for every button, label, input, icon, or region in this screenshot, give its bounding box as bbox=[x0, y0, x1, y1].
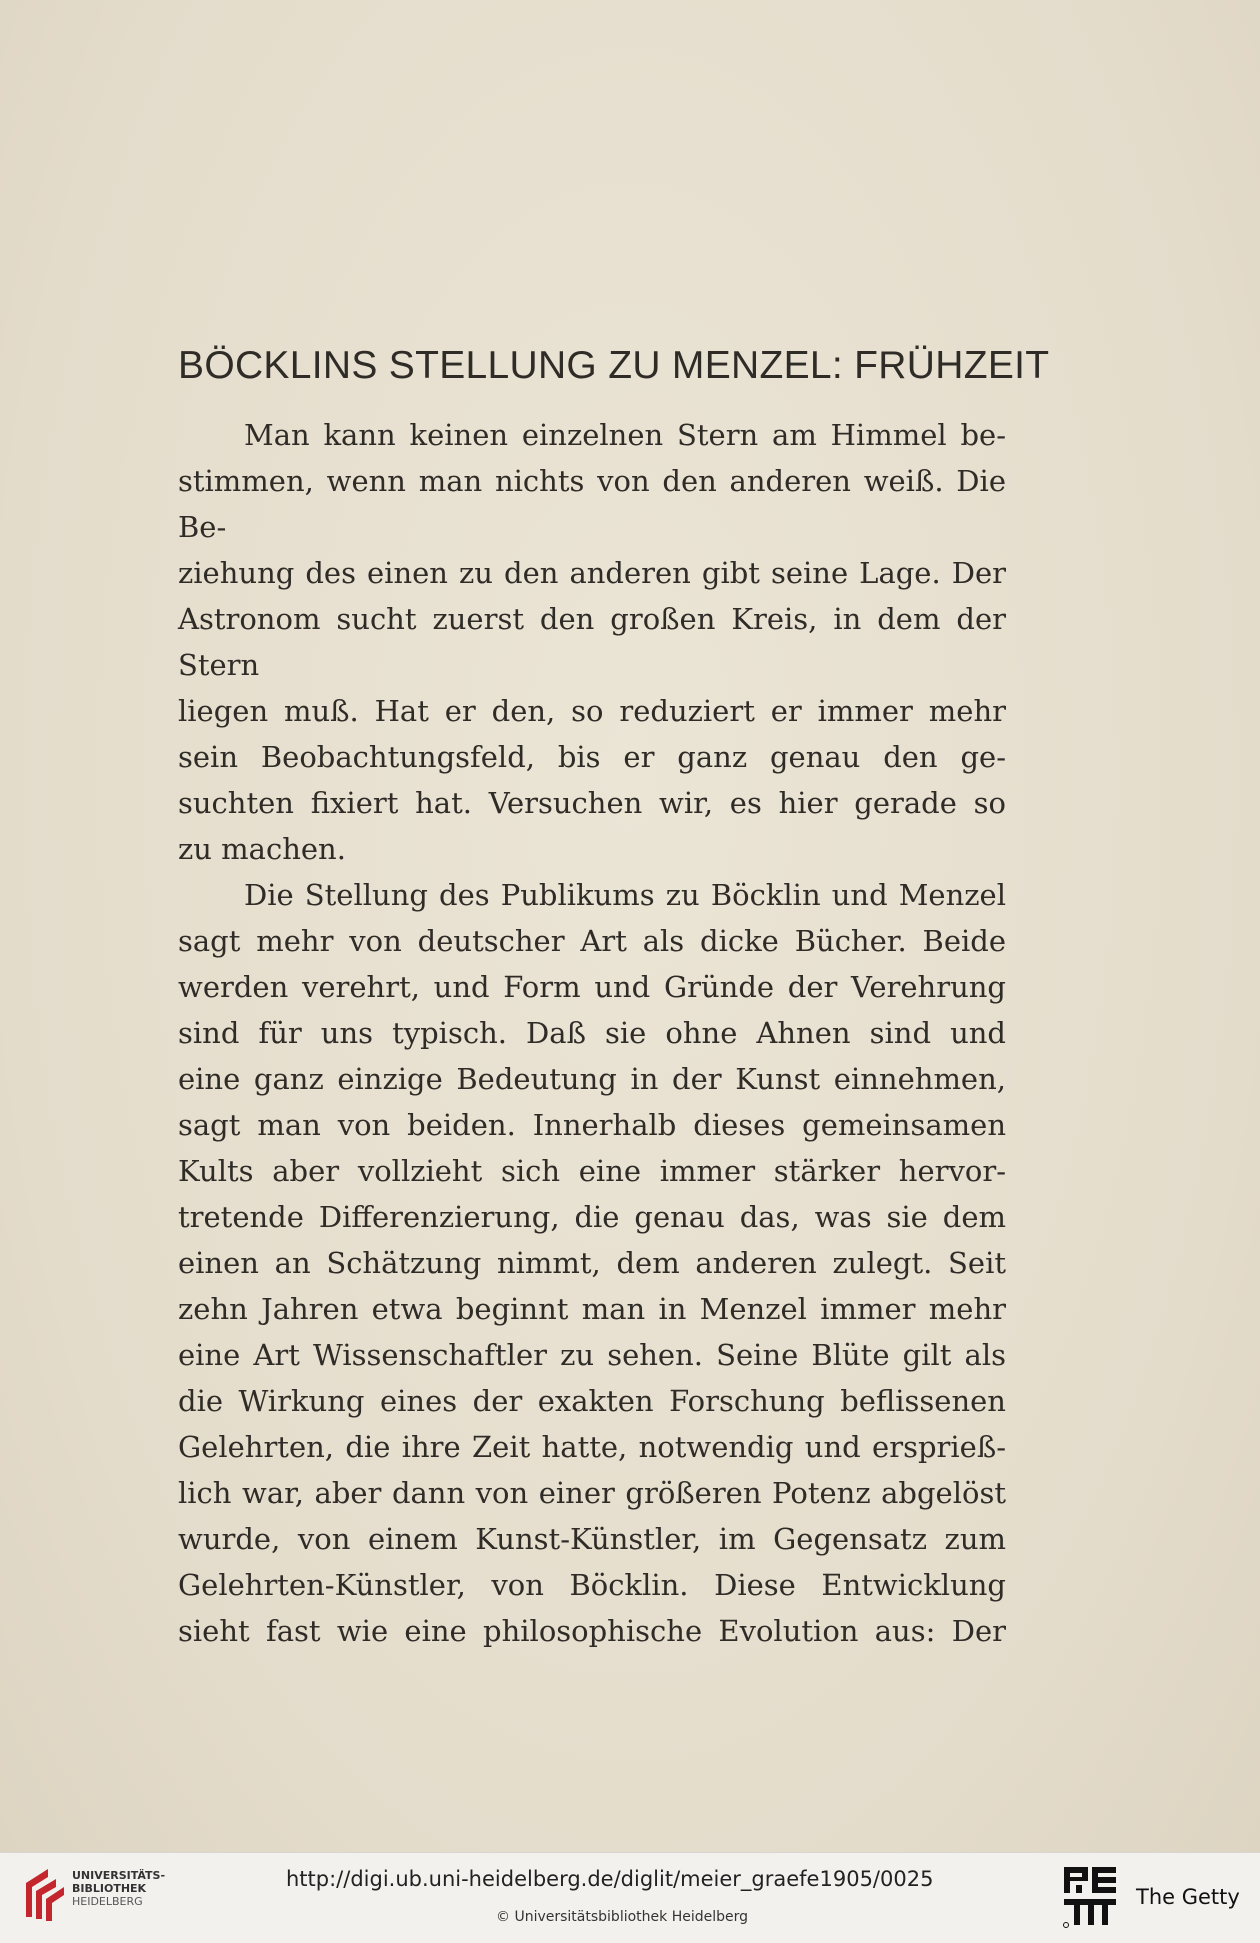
library-name-line-3: HEIDELBERG bbox=[72, 1895, 143, 1908]
text-line: Astronom sucht zuerst den großen Kreis, in dem der Stern bbox=[178, 602, 1006, 682]
text-line: Kults aber vollzieht sich eine immer stärker hervor- bbox=[178, 1154, 1006, 1188]
text-line: liegen muß. Hat er den, so reduziert er immer mehr bbox=[178, 694, 1006, 728]
text-line: einen an Schätzung nimmt, dem anderen zulegt. Seit bbox=[178, 1246, 1006, 1280]
text-line: tretende Differenzierung, die genau das, was sie dem bbox=[178, 1200, 1006, 1234]
library-name-line-2: BIBLIOTHEK bbox=[72, 1882, 147, 1895]
text-line: sagt man von beiden. Innerhalb dieses gemeinsamen bbox=[178, 1108, 1006, 1142]
text-line: lich war, aber dann von einer größeren Potenz abgelöst bbox=[178, 1476, 1006, 1510]
text-line: eine ganz einzige Bedeutung in der Kunst einnehmen, bbox=[178, 1062, 1006, 1096]
text-line: werden verehrt, und Form und Gründe der Verehrung bbox=[178, 970, 1006, 1004]
text-line: Die Stellung des Publikums zu Böcklin und Menzel bbox=[244, 878, 1006, 912]
text-line: Gelehrten-Künstler, von Böcklin. Diese Entwicklung bbox=[178, 1568, 1006, 1602]
getty-partner-name: The Getty bbox=[1136, 1885, 1240, 1909]
text-line: die Wirkung eines der exakten Forschung beflissenen bbox=[178, 1384, 1006, 1418]
text-line: sieht fast wie eine philosophische Evolution aus: Der bbox=[178, 1614, 1006, 1648]
paragraph-2 bbox=[178, 872, 1006, 1654]
text-line: wurde, von einem Kunst-Künstler, im Gegensatz zum bbox=[178, 1522, 1006, 1556]
text-line: sagt mehr von deutscher Art als dicke Bücher. Beide bbox=[178, 924, 1006, 958]
text-line: sein Beobachtungsfeld, bis er ganz genau den ge- bbox=[178, 740, 1006, 774]
text-line: eine Art Wissenschaftler zu sehen. Seine Blüte gilt als bbox=[178, 1338, 1006, 1372]
text-line: stimmen, wenn man nichts von den anderen weiß. Die Be- bbox=[178, 464, 1006, 544]
text-line: zehn Jahren etwa beginnt man in Menzel immer mehr bbox=[178, 1292, 1006, 1326]
university-library-logo-icon bbox=[18, 1865, 68, 1925]
permalink-url[interactable]: http://digi.ub.uni-heidelberg.de/diglit/meier_graefe1905/0025 bbox=[286, 1867, 934, 1891]
paragraph-1 bbox=[178, 412, 1006, 872]
text-line: suchten fixiert hat. Versuchen wir, es hier gerade so bbox=[178, 786, 1006, 820]
getty-logo-icon bbox=[1062, 1863, 1118, 1929]
chapter-title: BÖCKLINS STELLUNG ZU MENZEL: FRÜHZEIT bbox=[178, 344, 1050, 387]
text-line: ziehung des einen zu den anderen gibt seine Lage. Der bbox=[178, 556, 1006, 590]
body-text bbox=[178, 412, 1006, 1654]
digitization-footer bbox=[0, 1852, 1260, 1943]
copyright-notice: © Universitätsbibliothek Heidelberg bbox=[496, 1909, 749, 1925]
library-name-line-1: UNIVERSITÄTS- bbox=[72, 1869, 166, 1882]
text-line: sind für uns typisch. Daß sie ohne Ahnen sind und bbox=[178, 1016, 1006, 1050]
text-line: zu machen. bbox=[178, 832, 346, 866]
text-line: Gelehrten, die ihre Zeit hatte, notwendig und ersprieß- bbox=[178, 1430, 1006, 1464]
library-name bbox=[72, 1869, 165, 1908]
text-line: Man kann keinen einzelnen Stern am Himmel be- bbox=[244, 418, 1006, 452]
